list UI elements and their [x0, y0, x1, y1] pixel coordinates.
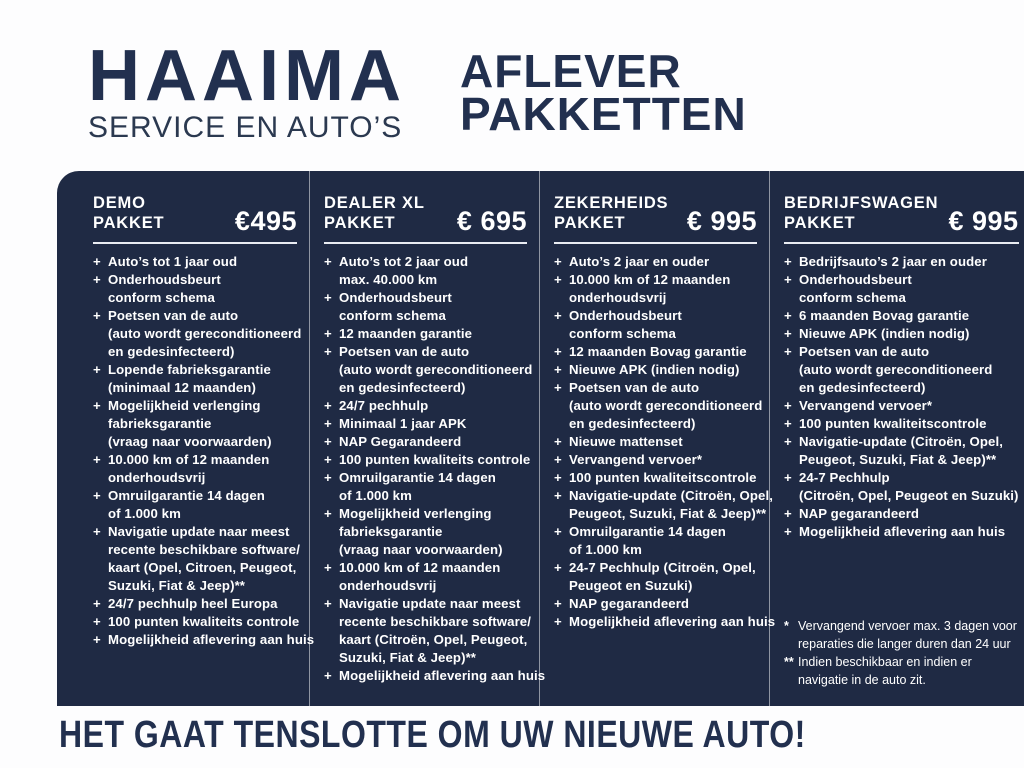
feature-item [93, 397, 297, 451]
feature-item [93, 271, 297, 307]
feature-line: kaart (Citroën, Opel, Peugeot, [339, 632, 528, 647]
feature-line: recente beschikbare software/ [108, 542, 301, 557]
plus-bullet: + [324, 596, 332, 611]
plus-bullet: + [93, 308, 101, 323]
feature-line: en gedesinfecteerd) [108, 344, 235, 359]
feature-lines [569, 523, 726, 559]
feature-line: Onderhoudsbeurt [799, 272, 912, 287]
feature-line: 24/7 pechhulp heel Europa [108, 596, 278, 611]
feature-lines [108, 613, 300, 631]
package-name-line: ZEKERHEIDS [554, 194, 669, 212]
feature-line: 100 punten kwaliteits controle [108, 614, 300, 629]
feature-line: conform schema [569, 326, 676, 341]
plus-bullet: + [324, 668, 332, 683]
feature-line: Peugeot, Suzuki, Fiat & Jeep)** [799, 452, 997, 467]
plus-bullet: + [784, 416, 792, 431]
logo-title: HAAIMA [88, 36, 406, 116]
feature-item [784, 307, 1019, 325]
plus-bullet: + [554, 452, 562, 467]
feature-lines [339, 397, 428, 415]
feature-line: 100 punten kwaliteitscontrole [569, 470, 757, 485]
plus-bullet: + [554, 254, 562, 269]
plus-bullet: + [324, 470, 332, 485]
plus-bullet: + [324, 452, 332, 467]
feature-line: NAP Gegarandeerd [339, 434, 462, 449]
feature-line: 10.000 km of 12 maanden [339, 560, 501, 575]
feature-lines [569, 433, 683, 451]
footnote-lines [798, 653, 972, 689]
feature-lines [108, 271, 221, 307]
footer-tagline: HET GAAT TENSLOTTE OM UW NIEUWE AUTO! [59, 713, 806, 756]
feature-line: Poetsen van de auto [108, 308, 239, 323]
feature-item [784, 325, 1019, 343]
feature-lines [339, 433, 461, 451]
package-price: € 695 [456, 206, 527, 236]
feature-item [324, 559, 527, 595]
package-name [93, 193, 164, 233]
feature-line: en gedesinfecteerd) [339, 380, 466, 395]
feature-line: 10.000 km of 12 maanden [108, 452, 270, 467]
feature-line: 10.000 km of 12 maanden [569, 272, 731, 287]
feature-lines [108, 523, 301, 595]
feature-lines [108, 397, 272, 451]
feature-line: (minimaal 12 maanden) [108, 380, 256, 395]
feature-line: kaart (Opel, Citroen, Peugeot, [108, 560, 297, 575]
package-header [324, 193, 527, 236]
feature-lines [799, 253, 987, 271]
plus-bullet: + [93, 614, 101, 629]
plus-bullet: + [554, 380, 562, 395]
feature-line: Peugeot en Suzuki) [569, 578, 693, 593]
page-title-line-2: PAKKETTEN [460, 88, 747, 140]
footnote [784, 617, 1019, 653]
feature-item [554, 595, 757, 613]
feature-line: 100 punten kwaliteits controle [339, 452, 531, 467]
feature-line: 6 maanden Bovag garantie [799, 308, 970, 323]
divider-rule [554, 242, 757, 244]
plus-bullet: + [554, 488, 562, 503]
feature-lines [108, 307, 302, 361]
feature-lines [339, 505, 503, 559]
feature-item [324, 343, 533, 397]
package-header [93, 193, 297, 236]
feature-line: Navigatie-update (Citroën, Opel, [569, 488, 773, 503]
feature-line: Poetsen van de auto [799, 344, 930, 359]
plus-bullet: + [784, 434, 792, 449]
feature-line: Auto’s tot 2 jaar oud [339, 254, 469, 269]
feature-item [784, 271, 1019, 307]
feature-lines [569, 487, 773, 523]
package-name [784, 193, 938, 233]
feature-lines [339, 451, 531, 469]
feature-line: Onderhoudsbeurt [108, 272, 221, 287]
feature-line: 24-7 Pechhulp (Citroën, Opel, [569, 560, 756, 575]
plus-bullet: + [784, 308, 792, 323]
feature-lines [569, 379, 763, 433]
package-price: €495 [234, 206, 297, 236]
feature-line: NAP gegarandeerd [569, 596, 690, 611]
plus-bullet: + [93, 362, 101, 377]
plus-bullet: + [784, 344, 792, 359]
package-column [539, 171, 776, 706]
package-column [57, 171, 315, 706]
plus-bullet: + [324, 434, 332, 449]
feature-lines [339, 415, 466, 433]
feature-lines [108, 631, 315, 649]
feature-line: 12 maanden garantie [339, 326, 473, 341]
feature-item [554, 271, 757, 307]
package-name-line: PAKKET [554, 214, 626, 232]
feature-line: 24-7 Pechhulp [799, 470, 890, 485]
feature-lines [339, 559, 500, 595]
feature-line: Navigatie-update (Citroën, Opel, [799, 434, 1003, 449]
plus-bullet: + [93, 452, 101, 467]
feature-item [554, 487, 773, 523]
feature-line: Peugeot, Suzuki, Fiat & Jeep)** [569, 506, 767, 521]
plus-bullet: + [93, 398, 101, 413]
feature-line: fabrieksgarantie [339, 524, 443, 539]
feature-item [554, 613, 776, 631]
plus-bullet: + [554, 524, 562, 539]
plus-bullet: + [324, 344, 332, 359]
plus-bullet: + [324, 506, 332, 521]
package-price: € 995 [686, 206, 757, 236]
feature-lines [339, 325, 472, 343]
feature-item [554, 469, 757, 487]
feature-line: Lopende fabrieksgarantie [108, 362, 271, 377]
feature-line: Mogelijkheid aflevering aan huis [799, 524, 1006, 539]
feature-item [93, 253, 297, 271]
plus-bullet: + [324, 560, 332, 575]
feature-item [784, 505, 1019, 523]
plus-bullet: + [93, 488, 101, 503]
feature-line: Mogelijkheid aflevering aan huis [339, 668, 546, 683]
plus-bullet: + [554, 470, 562, 485]
feature-item [784, 397, 1019, 415]
plus-bullet: + [784, 470, 792, 485]
feature-line: Onderhoudsbeurt [569, 308, 682, 323]
feature-line: conform schema [339, 308, 446, 323]
feature-lines [108, 361, 271, 397]
package-header [784, 193, 1019, 236]
feature-line: max. 40.000 km [339, 272, 438, 287]
feature-item [554, 253, 757, 271]
feature-lines [799, 523, 1005, 541]
feature-lines [799, 343, 992, 397]
feature-lines [799, 271, 912, 307]
plus-bullet: + [784, 254, 792, 269]
feature-item [324, 415, 527, 433]
feature-line: recente beschikbare software/ [339, 614, 532, 629]
plus-bullet: + [554, 272, 562, 287]
feature-item [93, 451, 297, 487]
footnote-lines [798, 617, 1017, 653]
feature-lines [339, 343, 533, 397]
feature-line: en gedesinfecteerd) [799, 380, 926, 395]
plus-bullet: + [554, 560, 562, 575]
feature-line: of 1.000 km [569, 542, 642, 557]
feature-item [93, 361, 297, 397]
feature-line: onderhoudsvrij [339, 578, 437, 593]
footnote [784, 653, 1019, 689]
feature-lines [799, 469, 1019, 505]
plus-bullet: + [324, 416, 332, 431]
feature-item [93, 631, 315, 649]
feature-line: 12 maanden Bovag garantie [569, 344, 747, 359]
footnote-line: Indien beschikbaar en indien er [798, 655, 972, 669]
footnote-marker: ** [784, 655, 794, 669]
package-name [554, 193, 668, 233]
feature-line: NAP gegarandeerd [799, 506, 920, 521]
feature-lines [108, 253, 237, 271]
feature-item [784, 469, 1019, 505]
feature-line: (auto wordt gereconditioneerd [108, 326, 302, 341]
feature-line: conform schema [108, 290, 215, 305]
feature-line: Auto’s tot 1 jaar oud [108, 254, 238, 269]
plus-bullet: + [554, 434, 562, 449]
feature-list [324, 253, 546, 685]
feature-lines [108, 595, 278, 613]
footnote-line: navigatie in de auto zit. [798, 673, 926, 687]
feature-line: Mogelijkheid verlenging [339, 506, 492, 521]
feature-line: Vervangend vervoer* [569, 452, 703, 467]
package-header [554, 193, 757, 236]
plus-bullet: + [554, 614, 562, 629]
feature-item [784, 523, 1019, 541]
feature-line: Mogelijkheid verlenging [108, 398, 261, 413]
feature-line: Suzuki, Fiat & Jeep)** [108, 578, 246, 593]
feature-lines [569, 271, 730, 307]
feature-line: Omruilgarantie 14 dagen [339, 470, 496, 485]
package-name-line: PAKKET [93, 214, 165, 232]
feature-lines [799, 433, 1003, 469]
packages-panel [57, 171, 1024, 706]
feature-item [93, 523, 301, 595]
feature-line: Vervangend vervoer* [799, 398, 933, 413]
feature-item [324, 505, 527, 559]
feature-line: en gedesinfecteerd) [569, 416, 696, 431]
feature-line: Bedrijfsauto’s 2 jaar en ouder [799, 254, 987, 269]
feature-item [554, 433, 757, 451]
feature-line: Omruilgarantie 14 dagen [108, 488, 265, 503]
plus-bullet: + [784, 398, 792, 413]
feature-lines [108, 451, 269, 487]
feature-lines [569, 469, 757, 487]
feature-item [784, 433, 1019, 469]
feature-item [554, 343, 757, 361]
feature-lines [569, 253, 709, 271]
feature-lines [339, 595, 532, 667]
feature-item [324, 667, 546, 685]
plus-bullet: + [324, 290, 332, 305]
feature-line: Poetsen van de auto [339, 344, 470, 359]
feature-item [554, 523, 757, 559]
feature-lines [799, 505, 919, 523]
plus-bullet: + [324, 254, 332, 269]
feature-item [554, 361, 757, 379]
feature-item [93, 613, 300, 631]
package-name [324, 193, 425, 233]
feature-item [554, 451, 757, 469]
feature-item [324, 433, 527, 451]
feature-item [324, 397, 527, 415]
feature-lines [569, 361, 740, 379]
logo [88, 36, 406, 144]
feature-line: Auto’s 2 jaar en ouder [569, 254, 710, 269]
feature-lines [569, 613, 776, 631]
feature-line: onderhoudsvrij [569, 290, 667, 305]
feature-item [784, 253, 1019, 271]
feature-item [324, 451, 531, 469]
feature-item [554, 307, 757, 343]
feature-line: Nieuwe APK (indien nodig) [569, 362, 740, 377]
package-price: € 995 [948, 206, 1019, 236]
plus-bullet: + [93, 632, 101, 647]
feature-list [554, 253, 776, 631]
feature-line: (vraag naar voorwaarden) [108, 434, 272, 449]
feature-line: conform schema [799, 290, 906, 305]
feature-lines [799, 307, 969, 325]
plus-bullet: + [554, 362, 562, 377]
feature-lines [339, 667, 546, 685]
feature-item [93, 307, 302, 361]
feature-lines [569, 595, 689, 613]
feature-lines [569, 559, 756, 595]
plus-bullet: + [784, 524, 792, 539]
plus-bullet: + [554, 308, 562, 323]
feature-line: Mogelijkheid aflevering aan huis [569, 614, 776, 629]
plus-bullet: + [324, 398, 332, 413]
feature-line: (auto wordt gereconditioneerd [569, 398, 763, 413]
feature-item [324, 325, 527, 343]
feature-line: Nieuwe mattenset [569, 434, 683, 449]
feature-item [554, 559, 757, 595]
plus-bullet: + [784, 326, 792, 341]
feature-line: 24/7 pechhulp [339, 398, 429, 413]
feature-lines [569, 451, 702, 469]
plus-bullet: + [324, 326, 332, 341]
feature-item [93, 595, 297, 613]
package-column [769, 171, 1024, 706]
package-name-line: PAKKET [324, 214, 396, 232]
logo-subtitle: SERVICE EN AUTO’S [88, 111, 403, 144]
feature-item [324, 595, 532, 667]
footnotes [784, 617, 1019, 689]
feature-line: (Citroën, Opel, Peugeot en Suzuki) [799, 488, 1019, 503]
package-name-line: PAKKET [784, 214, 856, 232]
package-name-line: DEALER XL [324, 194, 425, 212]
feature-line: onderhoudsvrij [108, 470, 206, 485]
feature-item [784, 343, 1019, 397]
plus-bullet: + [554, 344, 562, 359]
feature-line: Mogelijkheid aflevering aan huis [108, 632, 315, 647]
divider-rule [93, 242, 297, 244]
feature-list [784, 253, 1019, 541]
feature-item [324, 253, 527, 289]
feature-line: 100 punten kwaliteitscontrole [799, 416, 987, 431]
feature-line: Onderhoudsbeurt [339, 290, 452, 305]
feature-line: Nieuwe APK (indien nodig) [799, 326, 970, 341]
plus-bullet: + [93, 272, 101, 287]
page-title-line-1: AFLEVER [460, 45, 682, 97]
plus-bullet: + [93, 596, 101, 611]
feature-lines [569, 343, 747, 361]
feature-lines [799, 325, 970, 343]
feature-line: Navigatie update naar meest [108, 524, 290, 539]
package-name-line: DEMO [93, 194, 146, 212]
feature-line: of 1.000 km [108, 506, 181, 521]
feature-line: Suzuki, Fiat & Jeep)** [339, 650, 477, 665]
plus-bullet: + [784, 506, 792, 521]
feature-lines [799, 397, 932, 415]
feature-line: Poetsen van de auto [569, 380, 700, 395]
feature-lines [339, 289, 452, 325]
feature-item [93, 487, 297, 523]
feature-lines [339, 253, 468, 289]
feature-lines [799, 415, 987, 433]
divider-rule [784, 242, 1019, 244]
feature-line: Navigatie update naar meest [339, 596, 521, 611]
feature-line: fabrieksgarantie [108, 416, 212, 431]
feature-item [324, 469, 527, 505]
feature-line: (vraag naar voorwaarden) [339, 542, 503, 557]
feature-line: of 1.000 km [339, 488, 412, 503]
divider-rule [324, 242, 527, 244]
footnote-line: Vervangend vervoer max. 3 dagen voor [798, 619, 1017, 633]
plus-bullet: + [93, 524, 101, 539]
plus-bullet: + [784, 272, 792, 287]
feature-lines [569, 307, 682, 343]
package-name-line: BEDRIJFSWAGEN [784, 194, 939, 212]
feature-lines [339, 469, 496, 505]
feature-line: Minimaal 1 jaar APK [339, 416, 467, 431]
page-title [460, 45, 747, 140]
footnote-marker: * [784, 619, 789, 633]
feature-line: (auto wordt gereconditioneerd [799, 362, 993, 377]
feature-lines [108, 487, 265, 523]
plus-bullet: + [554, 596, 562, 611]
feature-list [93, 253, 315, 649]
footnote-line: reparaties die langer duren dan 24 uur [798, 637, 1011, 651]
feature-line: Omruilgarantie 14 dagen [569, 524, 726, 539]
feature-item [554, 379, 763, 433]
feature-item [784, 415, 1019, 433]
feature-line: (auto wordt gereconditioneerd [339, 362, 533, 377]
package-column [309, 171, 546, 706]
plus-bullet: + [93, 254, 101, 269]
feature-item [324, 289, 527, 325]
